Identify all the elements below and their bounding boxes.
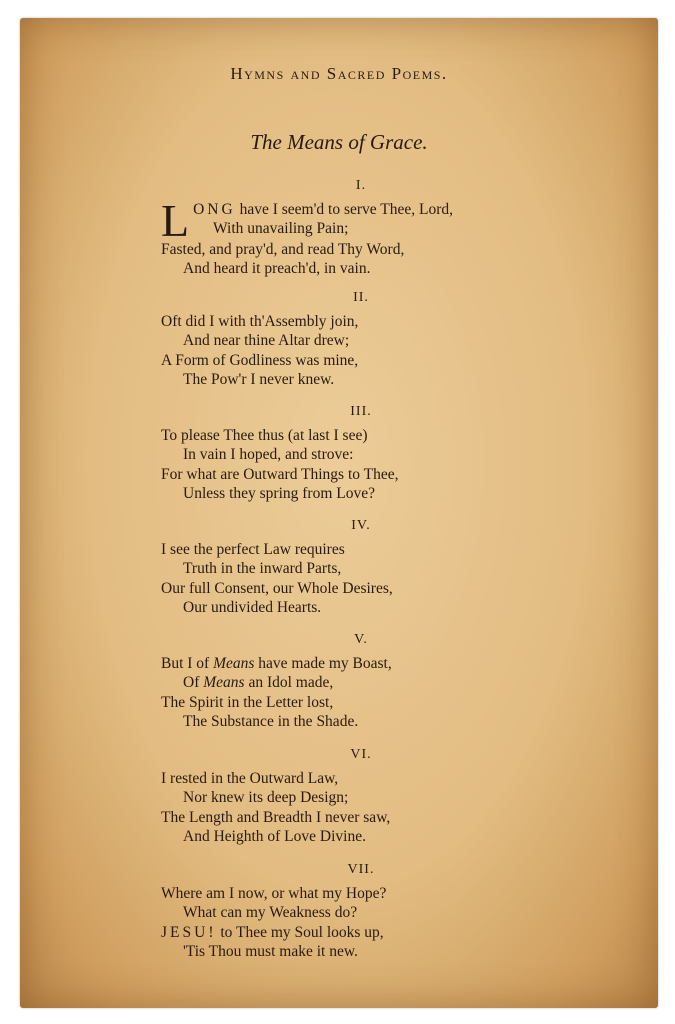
stanza-line: Our full Consent, our Whole Desires,: [161, 579, 393, 597]
stanza-line: For what are Outward Things to Thee,: [161, 465, 399, 483]
line-text: an Idol made,: [244, 674, 334, 691]
stanza-line: 'Tis Thou must make it new.: [183, 943, 358, 960]
stanza-line: With unavailing Pain;: [213, 220, 349, 237]
stanza-numeral: III.: [350, 404, 372, 419]
book-page: [20, 18, 658, 1008]
stanza-line: Our undivided Hearts.: [183, 599, 322, 616]
stanza-numeral: II.: [353, 290, 369, 305]
line-text: Of: [183, 674, 204, 691]
stanza-7: [161, 860, 601, 962]
stanza-numeral: V.: [354, 632, 368, 647]
stanza-numeral: VI.: [350, 747, 372, 762]
stanza-2: [161, 288, 601, 390]
stanza-line: What can my Weakness do?: [183, 904, 358, 921]
stanza-numeral: VII.: [347, 862, 375, 877]
stanza-3: [161, 402, 601, 504]
stanza-line: Oft did I with th'Assembly join,: [161, 312, 359, 330]
stanza-line: I see the perfect Law requires: [161, 540, 345, 558]
line-text: to Thee my Soul looks up,: [216, 923, 384, 941]
stanza-6: [161, 745, 601, 847]
stanza-line: Truth in the inward Parts,: [183, 560, 342, 577]
italic-word: Means: [213, 654, 255, 672]
stanza-line: And heard it preach'd, in vain.: [183, 260, 371, 277]
stanza-line: [161, 654, 601, 674]
first-word-caps: ONG: [193, 200, 236, 218]
stanza-line: The Spirit in the Letter lost,: [161, 693, 334, 711]
stanza-numeral: I.: [355, 178, 367, 193]
stanza-line: In vain I hoped, and strove:: [183, 446, 354, 463]
stanza-1: [161, 176, 601, 279]
stanza-line: Where am I now, or what my Hope?: [161, 884, 387, 902]
stanza-line: And Heighth of Love Divine.: [183, 828, 366, 845]
stanza-line: I rested in the Outward Law,: [161, 769, 339, 787]
line-text: have made my Boast,: [254, 654, 392, 672]
stanza-line: [161, 923, 601, 943]
stanza-line: The Length and Breadth I never saw,: [161, 808, 391, 826]
stanza-line: Unless they spring from Love?: [183, 485, 375, 502]
poem-title: The Means of Grace.: [250, 130, 428, 154]
stanza-line: The Substance in the Shade.: [183, 713, 359, 730]
stanza-numeral: IV.: [351, 518, 371, 533]
italic-word: Means: [203, 674, 245, 691]
stanza-line: To please Thee thus (at last I see): [161, 426, 368, 444]
stanza-line: Fasted, and pray'd, and read Thy Word,: [161, 240, 405, 258]
line-text: But I of: [161, 654, 214, 672]
stanza-line: The Pow'r I never knew.: [183, 371, 335, 388]
stanza-line: A Form of Godliness was mine,: [161, 351, 359, 369]
drop-cap: L: [161, 194, 190, 246]
first-line-rest: have I seem'd to serve Thee, Lord,: [235, 200, 453, 218]
jesu-caps: JESU!: [161, 923, 217, 941]
stanza-line: And near thine Altar drew;: [183, 332, 350, 349]
running-header: Hymns and Sacred Poems.: [230, 64, 448, 83]
stanza-line: Nor knew its deep Design;: [183, 789, 349, 806]
stanza-line: [161, 673, 601, 693]
stanza-4: [161, 516, 601, 618]
stanza-5: [161, 630, 601, 732]
